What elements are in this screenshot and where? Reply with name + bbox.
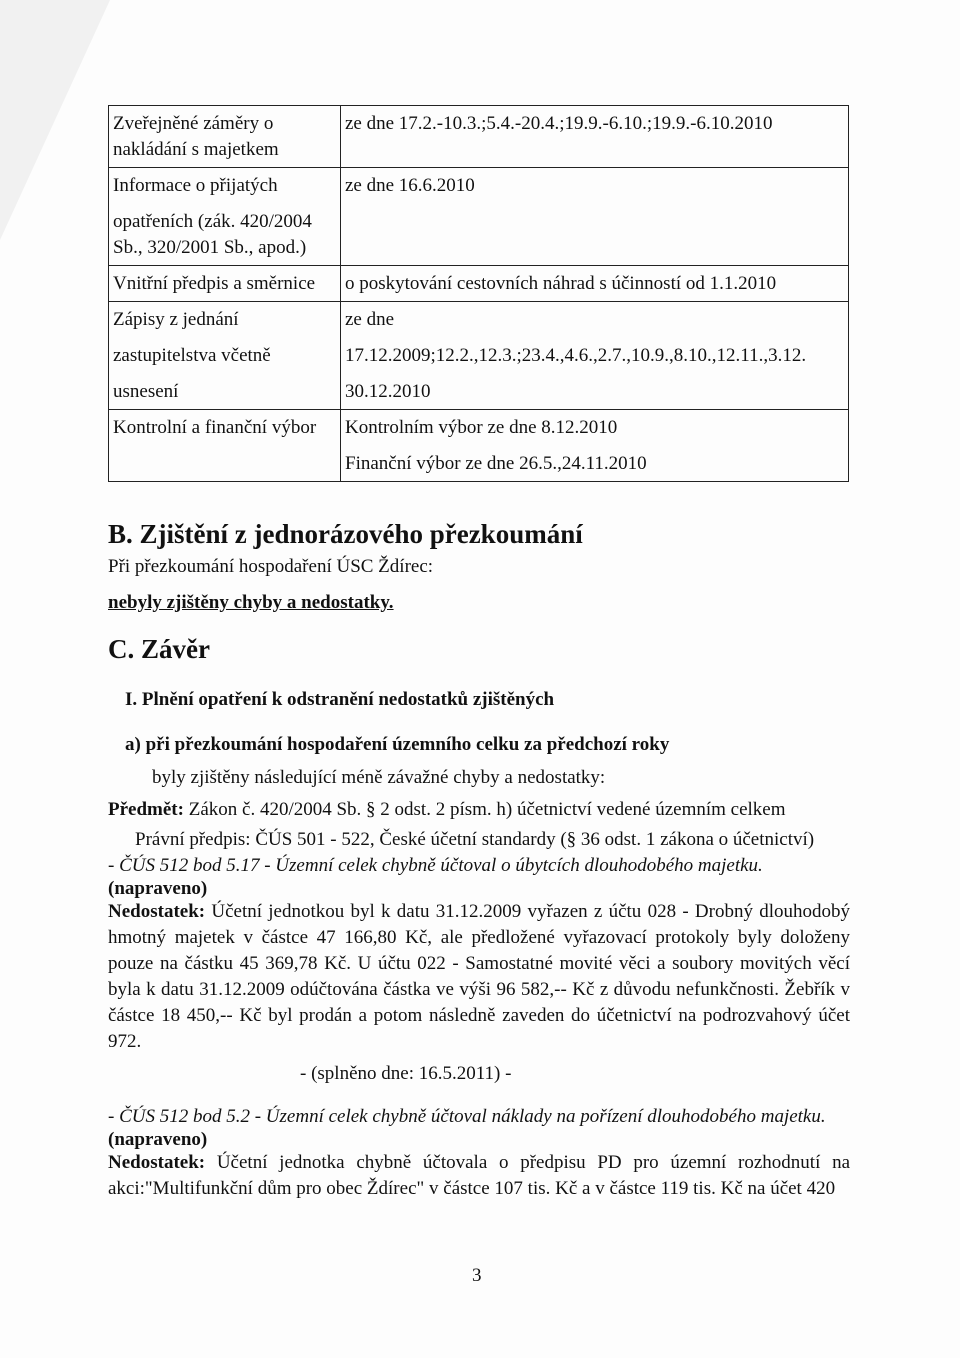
pravni-predpis: Právní předpis: ČÚS 501 - 522, České účetní standardy (§ 36 odst. 1 zákona o účetnictví): [135, 829, 815, 850]
section-c-heading: C. Závěr: [108, 634, 210, 664]
section-c-subheading-2: a) při přezkoumání hospodaření územního celku za předchozí roky: [125, 734, 670, 755]
table-cell-label: [109, 168, 341, 266]
nedostatek-label: Nedostatek:: [108, 1152, 206, 1173]
section-b-result: nebyly zjištěny chyby a nedostatky.: [108, 592, 394, 613]
table-cell-value: [341, 302, 849, 410]
cell-text: opatřeních (zák. 420/2004: [113, 211, 312, 232]
item-1-title: - ČÚS 512 bod 5.17 - Územní celek chybně účtoval o úbytcích dlouhodobého majetku.: [108, 855, 763, 876]
nedostatek-text: Účetní jednotkou byl k datu 31.12.2009 vyřazen z účtu 028 - Drobný dlouhodobý hmotný majetek v částce 47 166,80 Kč, ale předložené vyřazovací protokoly byly doloženy pouze na částku 45 369,78 Kč. U účtu 022 - Samostatné movité věci a soubory movitých věcí byla k datu 31.12.2009 odúčtována částka ve výši 96 582,-- Kč z důvodu nefunkčnosti. Žebřík v částce 18 450,-- Kč byl prodán a potom následně zaveden do účetnictví na podrozvahový účet 972.: [108, 901, 850, 1052]
cell-text: zastupitelstva včetně: [113, 345, 271, 366]
cell-text: o poskytování cestovních náhrad s účinností od 1.1.2010: [345, 273, 777, 294]
cell-text: Vnitřní předpis a směrnice: [113, 273, 316, 294]
cell-text: Zápisy z jednání: [113, 309, 239, 330]
cell-text: usnesení: [113, 381, 179, 402]
item-1-status: (napraveno): [108, 878, 208, 899]
table-row: [109, 302, 849, 410]
cell-text: 30.12.2010: [345, 381, 431, 402]
section-c-subheading-1: I. Plnění opatření k odstranění nedostatků zjištěných: [125, 689, 555, 710]
predmet-line: [108, 797, 908, 823]
table-cell-value: [341, 410, 849, 482]
cell-text: Sb., 320/2001 Sb., apod.): [113, 237, 307, 258]
item-1-done: - (splněno dne: 16.5.2011) -: [300, 1063, 512, 1084]
cell-text: Zveřejněné záměry o: [113, 113, 274, 134]
item-2-nedostatek: [108, 1150, 850, 1202]
cell-text: 17.12.2009;12.2.,12.3.;23.4.,4.6.,2.7.,10.9.,8.10.,12.11.,3.12.: [345, 345, 807, 366]
table-cell-label: [109, 266, 341, 302]
section-c-note: byly zjištěny následující méně závažné chyby a nedostatky:: [152, 767, 606, 788]
table-cell-label: [109, 302, 341, 410]
table-cell-value: [341, 266, 849, 302]
item-2-status: (napraveno): [108, 1129, 208, 1150]
table-row: [109, 266, 849, 302]
nedostatek-text: Účetní jednotka chybně účtovala o předpisu PD pro územní rozhodnutí na akci:"Multifunkční dům pro obec Ždírec" v částce 107 tis. Kč a v částce 119 tis. Kč na účet 420: [108, 1152, 850, 1199]
table-cell-value: [341, 106, 849, 168]
cell-text: Finanční výbor ze dne 26.5.,24.11.2010: [345, 453, 647, 474]
page-corner-shadow: [0, 0, 110, 240]
cell-text: ze dne 17.2.-10.3.;5.4.-20.4.;19.9.-6.10.;19.9.-6.10.2010: [345, 113, 773, 134]
section-b-intro: Při přezkoumání hospodaření ÚSC Ždírec:: [108, 556, 434, 577]
table-cell-label: [109, 106, 341, 168]
item-2-title: - ČÚS 512 bod 5.2 - Územní celek chybně účtoval náklady na pořízení dlouhodobého majetku.: [108, 1106, 826, 1127]
table-row: [109, 410, 849, 482]
predmet-text: Zákon č. 420/2004 Sb. § 2 odst. 2 písm. h) účetnictví vedené územním celkem: [183, 799, 786, 820]
cell-text: Informace o přijatých: [113, 175, 278, 196]
section-b-heading: B. Zjištění z jednorázového přezkoumání: [108, 519, 583, 549]
documents-table: [108, 105, 849, 482]
table-row: [109, 168, 849, 266]
cell-text: Kontrolní a finanční výbor: [113, 417, 317, 438]
page-number: 3: [472, 1265, 482, 1286]
cell-text: nakládání s majetkem: [113, 139, 279, 160]
item-1-nedostatek: [108, 899, 850, 1055]
table-cell-value: [341, 168, 849, 266]
predmet-label: Předmět:: [108, 799, 184, 820]
table-cell-label: [109, 410, 341, 482]
cell-text: ze dne: [345, 309, 395, 330]
cell-text: Kontrolním výbor ze dne 8.12.2010: [345, 417, 618, 438]
nedostatek-label: Nedostatek:: [108, 901, 206, 922]
table-row: [109, 106, 849, 168]
cell-text: ze dne 16.6.2010: [345, 175, 475, 196]
